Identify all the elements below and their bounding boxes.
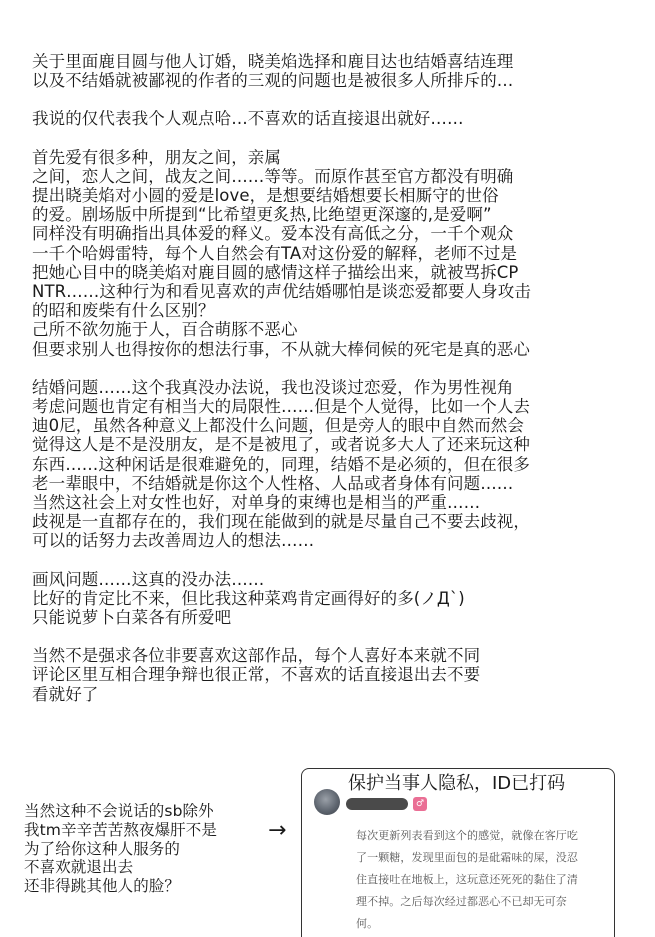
- comment-line: 何。: [356, 917, 379, 930]
- text-line: 可以的话努力去改善周边人的想法……: [32, 531, 315, 551]
- text-line: 把她心目中的晓美焰对鹿目圆的感情这样子描绘出来，就被骂拆CP: [32, 262, 519, 282]
- text-line: 但要求别人也得按你的想法行事，不从就大棒伺候的死宅是真的恶心: [32, 339, 530, 359]
- note-line: 为了给你这种人服务的: [24, 839, 181, 858]
- arrow-right-icon: →: [268, 818, 287, 843]
- text-line: 当然不是强求各位非要喜欢这部作品，每个人喜好本来就不同: [32, 646, 481, 666]
- text-line: 关于里面鹿目圆与他人订婚，晓美焰选择和鹿目达也结婚喜结连理: [32, 52, 514, 71]
- redacted-username: [346, 798, 408, 810]
- text-line: 之间，恋人之间，战友之间……等等。而原作甚至官方都没有明确: [32, 166, 514, 186]
- comment-text: [356, 825, 608, 935]
- note-line: 还非得跳其他人的脸？: [24, 877, 181, 896]
- comment-line: 理不掉。之后每次经过都恶心不已却无可奈: [356, 895, 567, 908]
- text-line: 首先爱有很多种，朋友之间，亲属: [32, 147, 281, 167]
- text-line: 迪0尼，虽然各种意义上都没什么问题，但是旁人的眼中自然而然会: [32, 416, 524, 436]
- text-line: 结婚问题……这个我真没办法说，我也没谈过恋爱，作为男性视角: [32, 377, 514, 397]
- comment-line: 了一颗糖，发现里面包的是砒霜味的屎，没忍: [356, 851, 578, 864]
- text-line: 考虑问题也肯定有相当大的局限性……但是个人觉得，比如一个人去: [32, 397, 530, 417]
- text-line: 歧视是一直都存在的，我们现在能做到的就是尽量自己不要去歧视，: [32, 512, 530, 532]
- text-line: 比好的肯定比不来，但比我这种菜鸡肯定画得好的多(ノДˋ): [32, 588, 465, 608]
- comment-screenshot: [301, 768, 615, 937]
- text-line: 我说的仅代表我个人观点哈…不喜欢的话直接退出就好……: [32, 109, 464, 129]
- paragraph-art-style: [32, 570, 632, 628]
- text-line: 老一辈眼中，不结婚就是你这个人性格、人品或者身体有问题……: [32, 473, 514, 493]
- text-line: 一千个哈姆雷特，每个人自然会有TA对这份爱的解释，老师不过是: [32, 243, 518, 263]
- text-line: 的爱。剧场版中所提到“比希望更炙热,比绝望更深邃的,是爱啊”: [32, 205, 492, 225]
- paragraph-closing: [32, 646, 632, 704]
- text-line: 同样没有明确指出具体爱的释义。爱本没有高低之分，一千个观众: [32, 224, 514, 244]
- paragraph-love: [32, 148, 632, 359]
- note-line: 不喜欢就退出去: [24, 858, 134, 877]
- text-line: 以及不结婚就被鄙视的作者的三观的问题也是被很多人所排斥的…: [32, 71, 514, 91]
- gender-badge-icon: ♂: [413, 797, 427, 811]
- avatar: [314, 789, 340, 815]
- text-line: 评论区里互相合理争辩也很正常，不喜欢的话直接退出去不要: [32, 665, 481, 685]
- paragraph-marriage: [32, 378, 632, 551]
- comment-line: 住直接吐在地板上，这玩意还死死的黏住了清: [356, 873, 578, 886]
- text-line: 看就好了: [32, 684, 99, 704]
- comment-line: 每次更新列表看到这个的感觉，就像在客厅吃: [356, 829, 578, 842]
- privacy-notice: 保护当事人隐私，ID已打码: [348, 773, 566, 794]
- text-line: 画风问题……这真的没办法……: [32, 569, 265, 589]
- text-line: 的昭和废柴有什么区别？: [32, 301, 215, 321]
- text-line: 己所不欲勿施于人，百合萌豚不恶心: [32, 320, 298, 340]
- text-line: 只能说萝卜白菜各有所爱吧: [32, 608, 232, 628]
- text-line: NTR……这种行为和看见喜欢的声优结婚哪怕是谈恋爱都要人身攻击: [32, 282, 531, 302]
- text-line: 东西……这种闲话是很难避免的，同理，结婚不是必须的，但在很多: [32, 454, 530, 474]
- note-line: 我tm辛辛苦苦熬夜爆肝不是: [24, 820, 217, 839]
- text-line: 提出晓美焰对小圆的爱是love，是想要结婚想要长相厮守的世俗: [32, 186, 499, 206]
- note-line: 当然这种不会说话的sb除外: [24, 802, 214, 820]
- side-note: [24, 802, 274, 896]
- article-body: [32, 52, 632, 723]
- text-line: 觉得这人是不是没朋友，是不是被甩了，或者说多大人了还来玩这种: [32, 435, 530, 455]
- paragraph-disclaimer: [32, 109, 632, 128]
- paragraph-engagement: [32, 52, 632, 90]
- text-line: 当然这社会上对女性也好，对单身的束缚也是相当的严重……: [32, 493, 481, 513]
